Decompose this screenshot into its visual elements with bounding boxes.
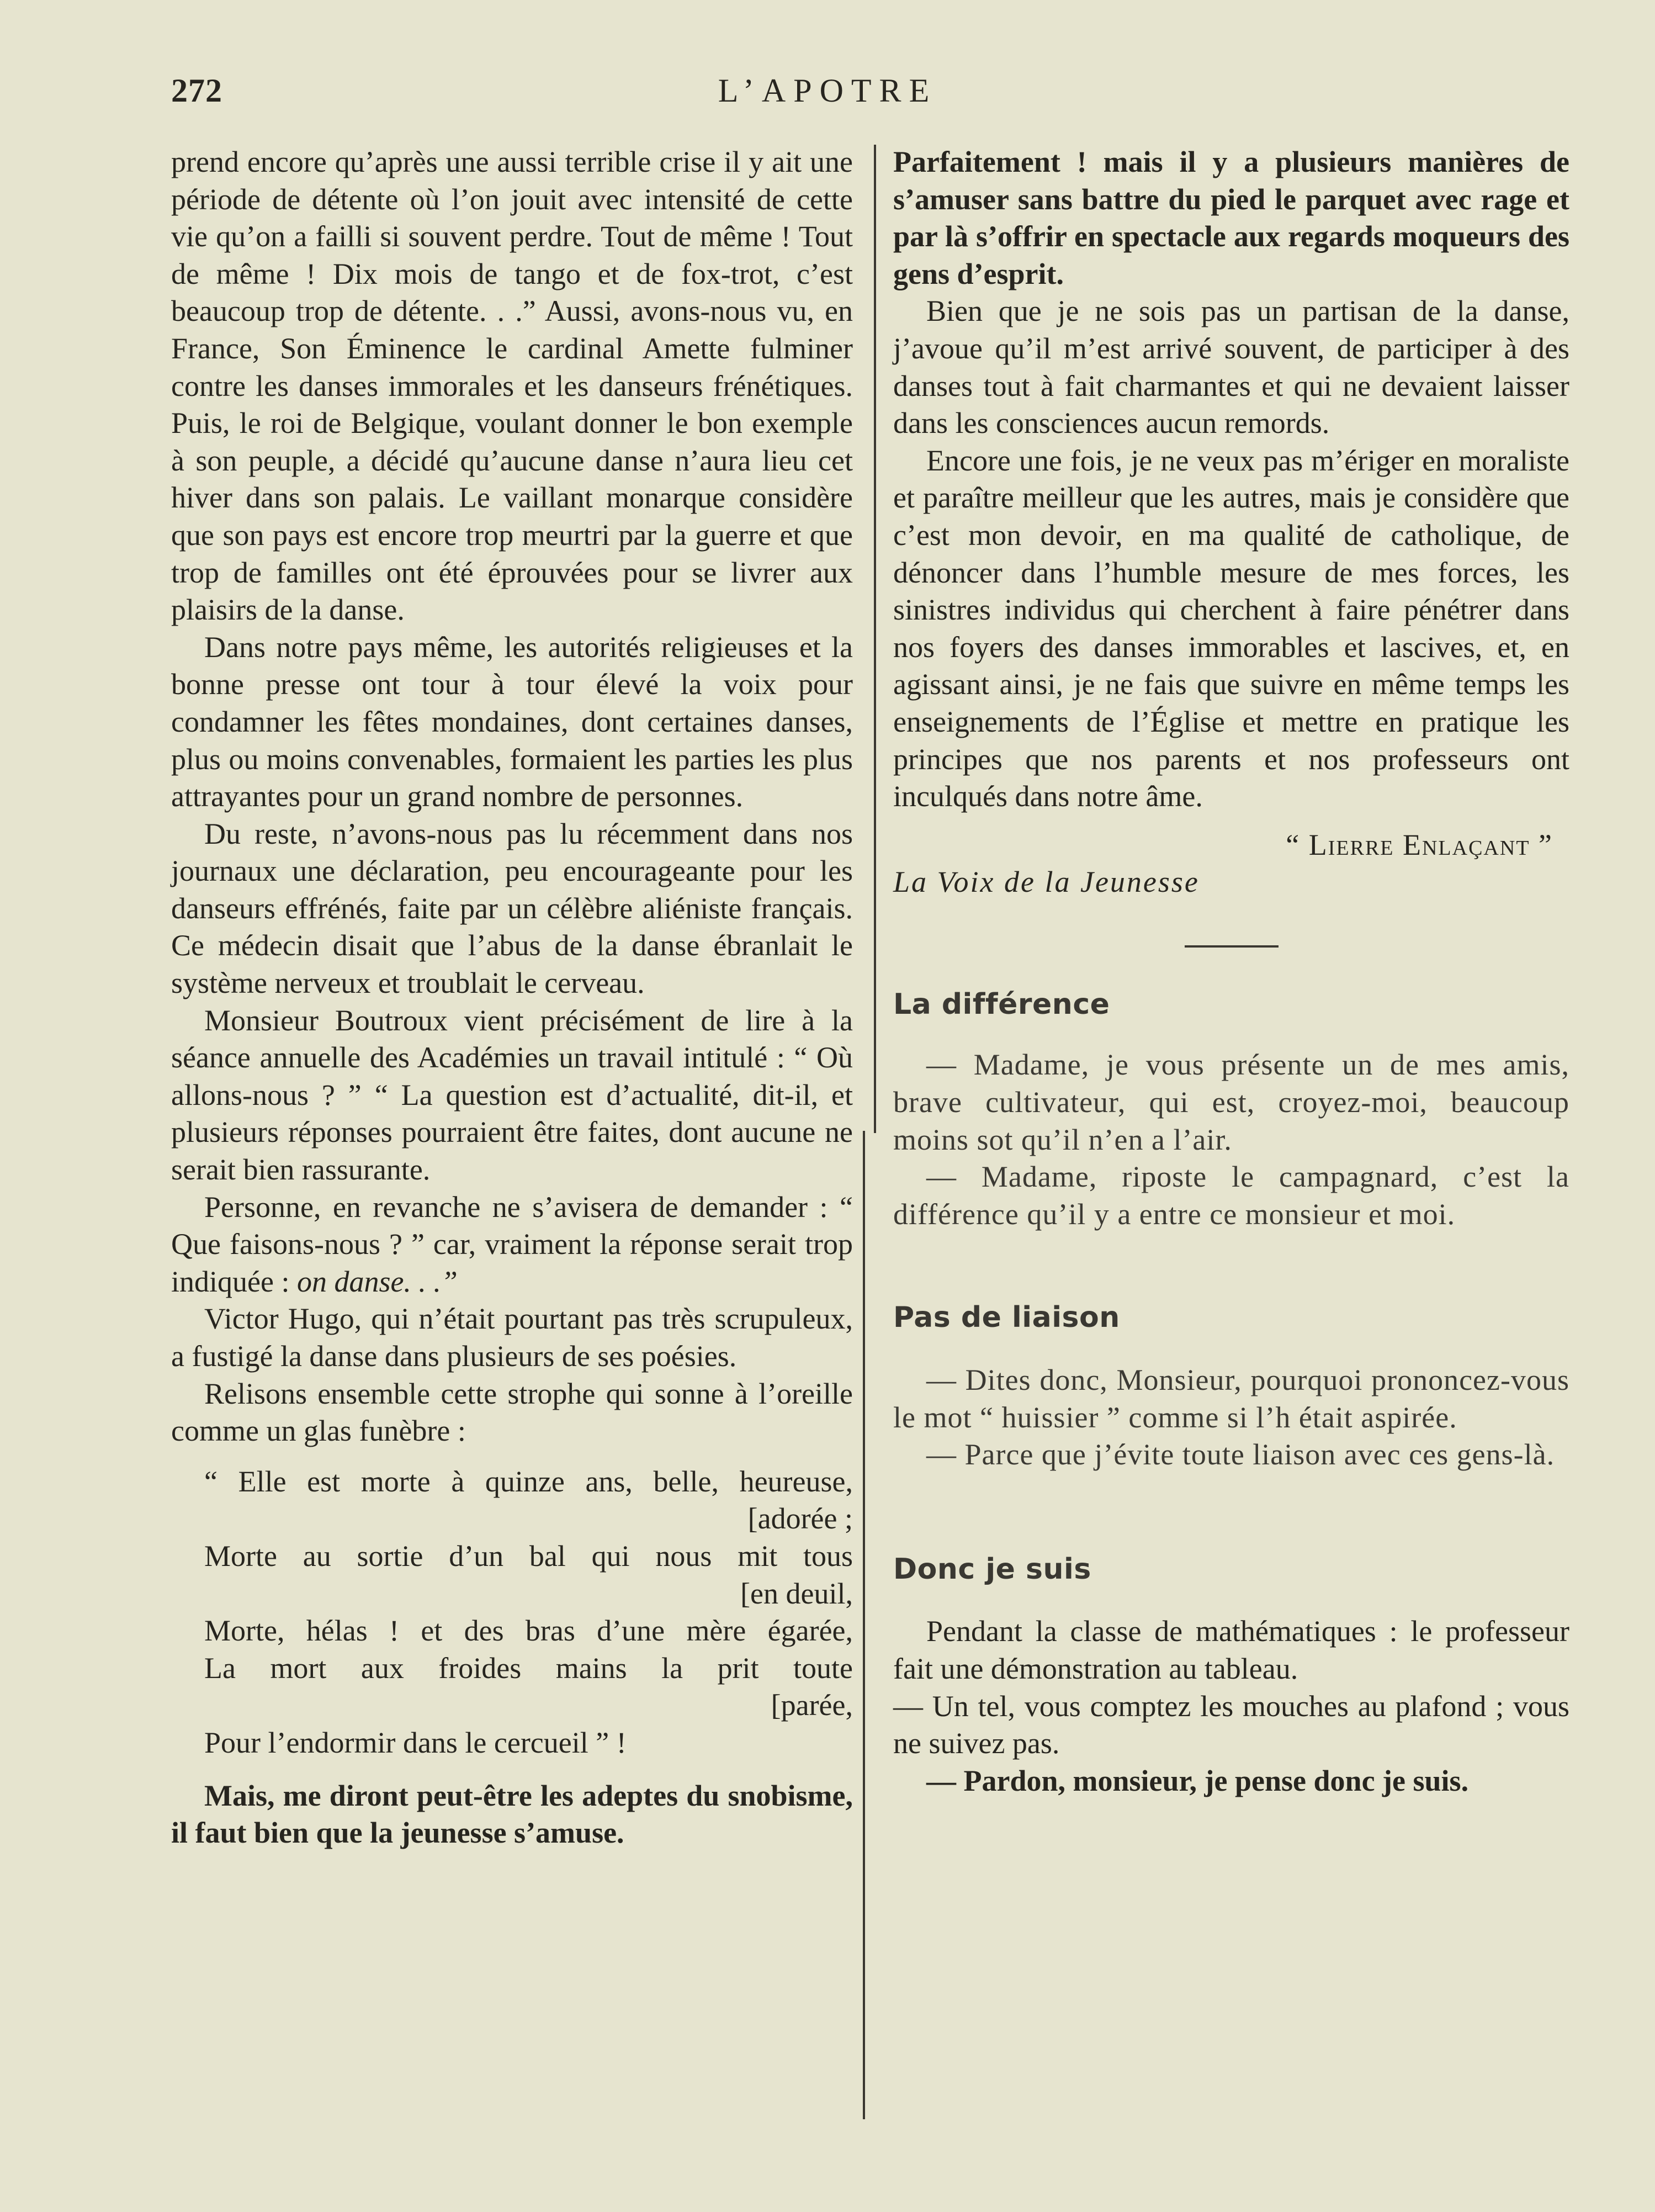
paragraph: Pendant la classe de mathématiques : le professeur fait une démonstration au tableau. [893,1615,1569,1685]
source-attribution: La Voix de la Jeunesse [893,865,1200,899]
paragraph: Relisons ensemble cette strophe qui sonne à l’oreille comme un glas funèbre : [171,1377,853,1448]
paragraph: Encore une fois, je ne veux pas m’ériger en moraliste et paraître meilleur que les autres, mais je considère que c’est mon devoir, en ma qualité de catholique, de dénoncer dans l’humble mesure de mes forces, les sinistres individus qui cherchent à faire pénétrer dans nos foyers des danses immorables et lascives, et, en agissant ainsi, je ne fais que suivre en même temps les enseignements de l’Église et mettre en pratique les principes que nos parents et nos professeurs ont inculqués dans notre âme. [893,443,1569,813]
paragraph: — Pardon, monsieur, je pense donc je suis. [926,1764,1469,1797]
paragraph [171,1189,853,1301]
paragraph: Dans notre pays même, les autorités religieuses et la bonne presse ont tour à tour élevé la voix pour condamner les fêtes mondaines, dont certaines danses, plus ou moins convenables, formaient les parties les plus attrayantes pour un grand nombre de personnes. [171,630,853,813]
paragraph: — Dites donc, Monsieur, pourquoi prononcez-vous le mot “ huissier ” comme si l’h était aspirée. [893,1363,1569,1434]
italic-phrase: on danse. . .” [296,1264,458,1298]
paragraph: Du reste, n’avons-nous pas lu récemment dans nos journaux une déclaration, peu encourageante pour les danseurs effrénés, faite par un célèbre aliéniste français. Ce médecin disait que l’abus de la danse ébranlait le système nerveux et troublait le cerveau. [171,817,853,1000]
verse-continuation: [parée, [771,1689,853,1722]
page-number: 272 [171,72,222,109]
page-header [166,66,1489,116]
signature: “ Lierre Enlaçant ” [1286,828,1553,861]
section-rule [1185,945,1279,948]
paragraph: — Madame, je vous présente un de mes amis, brave cultivateur, qui est, croyez-moi, beaucoup moins sot qu’il n’en a l’air. [893,1048,1569,1156]
verse-continuation: [en deuil, [740,1576,853,1610]
paragraph: Bien que je ne sois pas un partisan de la danse, j’avoue qu’il m’est arrivé souvent, de participer à des danses tout à fait charmantes et qui ne devaient laisser dans les consciences aucun remords. [893,294,1569,440]
paragraph: prend encore qu’après une aussi terrible crise il y ait une période de détente où l’on jouit avec intensité de cette vie qu’on a failli si souvent perdre. Tout de même ! Tout de même ! Dix mois de tango et de fox-trot, c’est beaucoup trop de détente. . .” Aussi, avons-nous vu, en France, Son Éminence le cardinal Amette fulminer contre les danses immorales et les danseurs frénétiques. Puis, le roi de Belgique, voulant donner le bon exemple à son peuple, a décidé qu’aucune danse n’aura lieu cet hiver dans son palais. Le vaillant monarque considère que son pays est encore trop meurtri par la guerre et que trop de familles ont été éprouvées pour se livrer aux plaisirs de la danse. [171,145,853,627]
paragraph-text: Personne, en revanche ne s’avisera de demander : “ Que faisons-nous ? ” car, vraiment la réponse serait trop indiquée : [171,1190,853,1298]
verse-continuation: [adorée ; [747,1502,853,1536]
left-column [171,144,853,1852]
paragraph: — Parce que j’évite toute liaison avec ces gens-là. [926,1438,1555,1472]
verse-line: Pour l’endormir dans le cercueil ” ! [204,1726,627,1759]
paragraph: — Madame, riposte le campagnard, c’est la différence qu’il y a entre ce monsieur et moi. [893,1160,1569,1231]
paragraph: Victor Hugo, qui n’était pourtant pas très scrupuleux, a fustigé la danse dans plusieurs de ses poésies. [171,1302,853,1373]
verse-line: “ Elle est morte à quinze ans, belle, heureuse, [204,1464,853,1498]
verse-quote [171,1463,853,1762]
section-title: Donc je suis [893,1552,1091,1586]
paragraph: — Un tel, vous comptez les mouches au plafond ; vous ne suivez pas. [893,1689,1569,1760]
section-title: Pas de liaison [893,1301,1120,1335]
verse-line: Morte au sortie d’un bal qui nous mit tous [204,1539,853,1573]
right-column [893,144,1569,1800]
section-title: La différence [893,987,1110,1021]
paragraph: Parfaitement ! mais il y a plusieurs manières de s’amuser sans battre du pied le parquet avec rage et par là s’offrir en spectacle aux regards moqueurs des gens d’esprit. [893,145,1569,290]
column-divider-bottom [863,1131,865,2119]
column-divider-top [874,145,876,1133]
paragraph: Monsieur Boutroux vient précisément de lire à la séance annuelle des Académies un travail intitulé : “ Où allons-nous ? ” “ La question est d’actualité, dit-il, et plusieurs réponses pourraient être faites, dont aucune ne serait bien rassurante. [171,1003,853,1187]
running-title: L’APOTRE [718,72,937,109]
verse-line: Morte, hélas ! et des bras d’une mère égarée, [204,1614,853,1648]
verse-line: La mort aux froides mains la prit toute [204,1651,853,1685]
paragraph: Mais, me diront peut-être les adeptes du snobisme, il faut bien que la jeunesse s’amuse. [171,1779,853,1850]
